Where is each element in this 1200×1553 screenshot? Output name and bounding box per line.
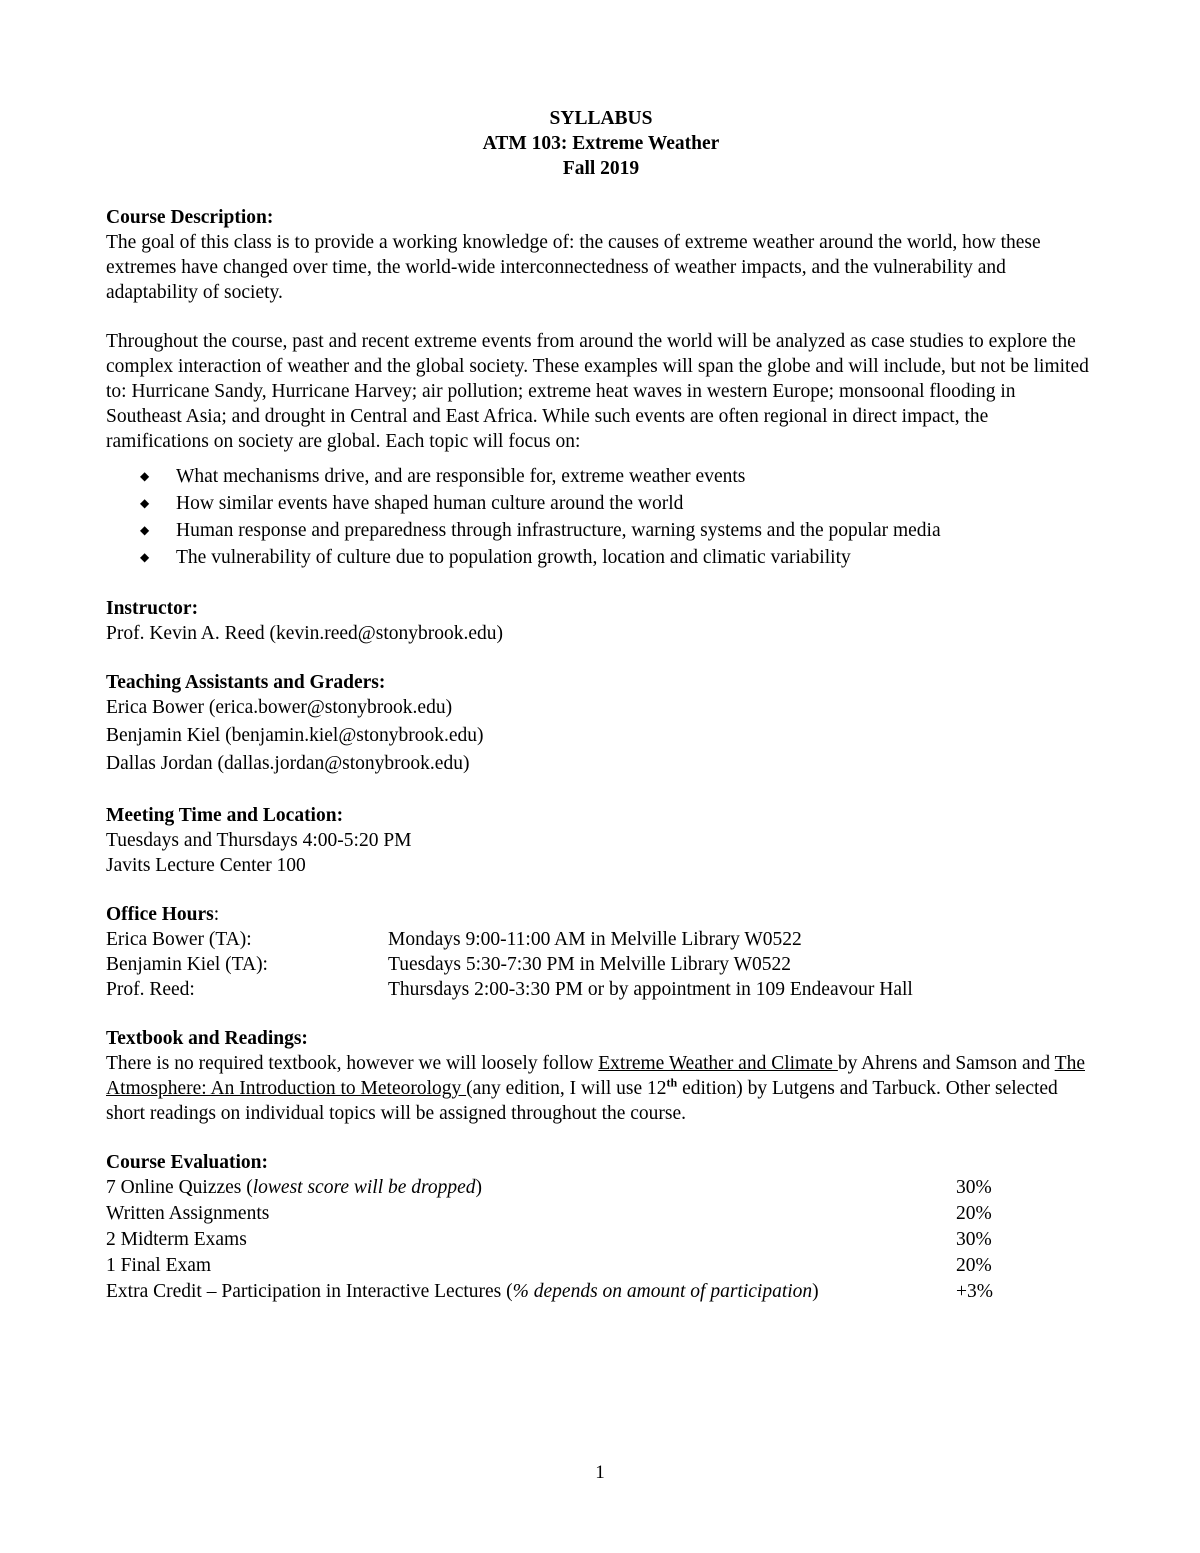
document-title: SYLLABUS xyxy=(549,108,653,129)
evaluation-percent: 30% xyxy=(956,1229,992,1250)
textbook-paragraph: There is no required textbook, however we will loosely follow Extreme Weather and Climate by Ahrens and Samson and The Atmosphere: An Introduction to Meteorology (any edition, I will use 12th edition) by Lutgens and Tarbuck. Other selected short readings on individual topics will be assigned throughout the course. xyxy=(106,1053,1085,1124)
description-paragraph-2: Throughout the course, past and recent extreme events from around the world will be analyzed as case studies to explore the complex interaction of weather and the global society. These examples will span the globe and will include, but not be limited to: Hurricane Sandy, Hurricane Harvey; air pollution; extreme heat waves in western Europe; monsoonal flooding in Southeast Asia; and drought in Central and East Africa. While such events are often regional in direct impact, the ramifications on society are global. Each topic will focus on: xyxy=(106,331,1089,452)
syllabus-page xyxy=(106,106,1096,1305)
list-item: ◆ The vulnerability of culture due to population growth, location and climatic variability xyxy=(140,547,851,568)
meeting-location: Javits Lecture Center 100 xyxy=(106,855,306,876)
ta-entry: Benjamin Kiel (benjamin.kiel@stonybrook.edu) xyxy=(106,725,484,746)
list-item: ◆ Human response and preparedness through infrastructure, warning systems and the popular media xyxy=(140,520,941,541)
evaluation-row: 7 Online Quizzes (lowest score will be dropped) 30% xyxy=(106,1175,996,1201)
textbook-title-2: The Atmosphere: An Introduction to Meteorology xyxy=(106,1053,1085,1099)
evaluation-row: 2 Midterm Exams 30% xyxy=(106,1227,996,1253)
diamond-bullet-icon: ◆ xyxy=(140,469,150,483)
evaluation-percent: +3% xyxy=(956,1281,993,1302)
diamond-bullet-icon: ◆ xyxy=(140,496,150,510)
description-paragraph-1: The goal of this class is to provide a working knowledge of: the causes of extreme weather around the world, how these extremes have changed over time, the world-wide interconnectedness of weather impacts, and the vulnerability and adaptability of society. xyxy=(106,232,1041,303)
instructor-heading: Instructor: xyxy=(106,598,199,619)
term: Fall 2019 xyxy=(562,158,640,179)
evaluation-row: Written Assignments 20% xyxy=(106,1201,996,1227)
evaluation-percent: 20% xyxy=(956,1203,992,1224)
office-hours-row: Prof. Reed: Thursdays 2:00-3:30 PM or by appointment in 109 Endeavour Hall xyxy=(106,979,913,1000)
course-title: ATM 103: Extreme Weather xyxy=(482,133,720,154)
evaluation-row: Extra Credit – Participation in Interactive Lectures (% depends on amount of participation) +3% xyxy=(106,1279,996,1305)
list-item: ◆ How similar events have shaped human culture around the world xyxy=(140,493,684,514)
course-description-heading: Course Description: xyxy=(106,207,274,228)
meeting-time: Tuesdays and Thursdays 4:00-5:20 PM xyxy=(106,830,412,851)
topic-list xyxy=(106,464,1096,572)
title-block xyxy=(106,106,1096,181)
textbook-heading: Textbook and Readings: xyxy=(106,1028,308,1049)
textbook-title-1: Extreme Weather and Climate xyxy=(598,1053,838,1074)
evaluation-heading: Course Evaluation: xyxy=(106,1152,268,1173)
evaluation-row: 1 Final Exam 20% xyxy=(106,1253,996,1279)
diamond-bullet-icon: ◆ xyxy=(140,523,150,537)
ta-entry: Dallas Jordan (dallas.jordan@stonybrook.edu) xyxy=(106,753,470,774)
meeting-heading: Meeting Time and Location: xyxy=(106,805,344,826)
office-hours-row: Benjamin Kiel (TA): Tuesdays 5:30-7:30 PM in Melville Library W0522 xyxy=(106,954,791,975)
diamond-bullet-icon: ◆ xyxy=(140,550,150,564)
ta-heading: Teaching Assistants and Graders: xyxy=(106,672,386,693)
evaluation-percent: 20% xyxy=(956,1255,992,1276)
ta-entry: Erica Bower (erica.bower@stonybrook.edu) xyxy=(106,697,453,718)
list-item: ◆ What mechanisms drive, and are responsible for, extreme weather events xyxy=(140,466,746,487)
instructor-name: Prof. Kevin A. Reed (kevin.reed@stonybrook.edu) xyxy=(106,623,504,644)
office-hours-row: Erica Bower (TA): Mondays 9:00-11:00 AM in Melville Library W0522 xyxy=(106,929,802,950)
office-hours-heading: Office Hours: xyxy=(106,904,220,925)
evaluation-percent: 30% xyxy=(956,1177,992,1198)
page-number: 1 xyxy=(595,1462,605,1483)
